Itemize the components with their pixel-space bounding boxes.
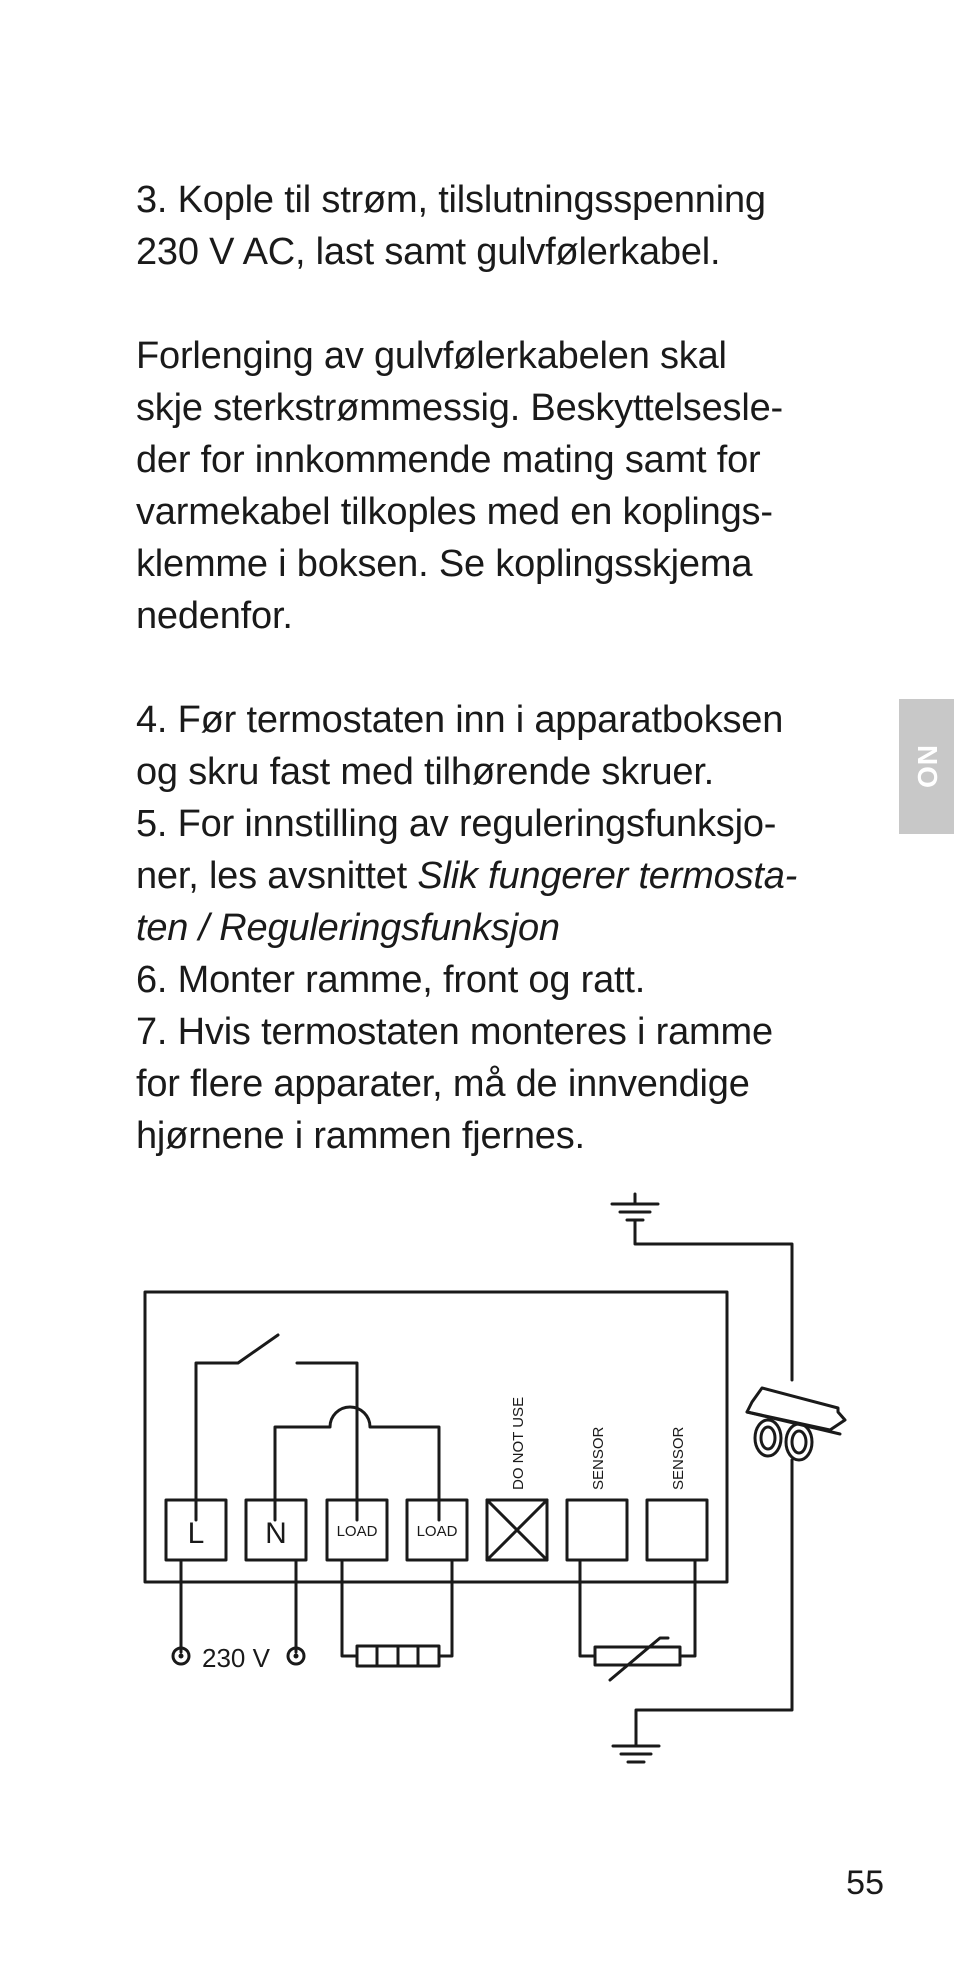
text-line: klemme i boksen. Se koplingsskjema xyxy=(136,543,753,585)
terminal-load-1-label: LOAD xyxy=(336,1523,378,1540)
sensor-1-label: SENSOR xyxy=(590,1426,607,1490)
terminal-sensor-2 xyxy=(647,1500,707,1560)
sensor-probe-icon xyxy=(747,1388,845,1460)
text-line: Forlenging av gulvfølerkabelen skal xyxy=(136,335,727,377)
step-5-line xyxy=(136,902,856,954)
supply-wiring xyxy=(181,1560,296,1652)
step-4-line: 4. Før termostaten inn i apparatboksen xyxy=(136,699,784,741)
step-7-line: hjørnene i rammen fjernes. xyxy=(136,1115,585,1157)
earth-wire-bottom xyxy=(636,1460,792,1745)
terminal-sensor-1 xyxy=(567,1500,627,1560)
page-number: 55 xyxy=(846,1864,884,1902)
heating-element-icon xyxy=(357,1646,439,1666)
supply-voltage-label: 230 V xyxy=(202,1643,270,1673)
step-3-paragraph xyxy=(136,174,856,278)
text-line: der for innkommende mating samt for xyxy=(136,439,761,481)
step-5-italic: ten / Reguleringsfunksjon xyxy=(136,907,560,949)
step-7-line: 7. Hvis termostaten monteres i ramme xyxy=(136,1011,773,1053)
text-line: varmekabel tilkoples med en koplings- xyxy=(136,491,773,533)
sensor-2-label: SENSOR xyxy=(670,1426,687,1490)
do-not-use-label: DO NOT USE xyxy=(510,1396,527,1490)
language-tab xyxy=(899,699,954,834)
step-5-line xyxy=(136,850,856,902)
text-line: skje sterkstrømmessig. Beskyttelsesle- xyxy=(136,387,783,429)
wiring-diagram xyxy=(0,1180,954,1780)
earth-wire-top xyxy=(635,1220,792,1380)
sensor-wiring xyxy=(580,1560,695,1656)
terminal-n-label: N xyxy=(265,1517,287,1550)
step-7-line: for flere apparater, må de innvendige xyxy=(136,1063,750,1105)
step-6-line: 6. Monter ramme, front og ratt. xyxy=(136,959,646,1001)
step-5-plain: ner, les avsnittet xyxy=(136,855,418,897)
step-4-line: og skru fast med tilhørende skruer. xyxy=(136,751,715,793)
text-line: 230 V AC, last samt gulvfølerkabel. xyxy=(136,231,721,273)
terminal-l-label: L xyxy=(187,1517,205,1550)
text-line: 3. Kople til strøm, tilslutningsspenning xyxy=(136,179,766,221)
step-5-line: 5. For innstilling av reguleringsfunksjo- xyxy=(136,803,777,845)
language-tab-label: NO xyxy=(911,744,943,789)
text-line: nedenfor. xyxy=(136,595,293,637)
ground-icon xyxy=(612,1194,658,1220)
thermistor-icon xyxy=(595,1638,680,1680)
terminal-cross xyxy=(487,1500,547,1560)
load-wiring xyxy=(342,1560,452,1656)
terminal-load-2-label: LOAD xyxy=(416,1523,458,1540)
ground-icon xyxy=(613,1746,659,1762)
steps-paragraph xyxy=(136,694,856,1162)
extension-paragraph xyxy=(136,330,856,642)
step-5-italic: Slik fungerer termosta- xyxy=(417,855,798,897)
